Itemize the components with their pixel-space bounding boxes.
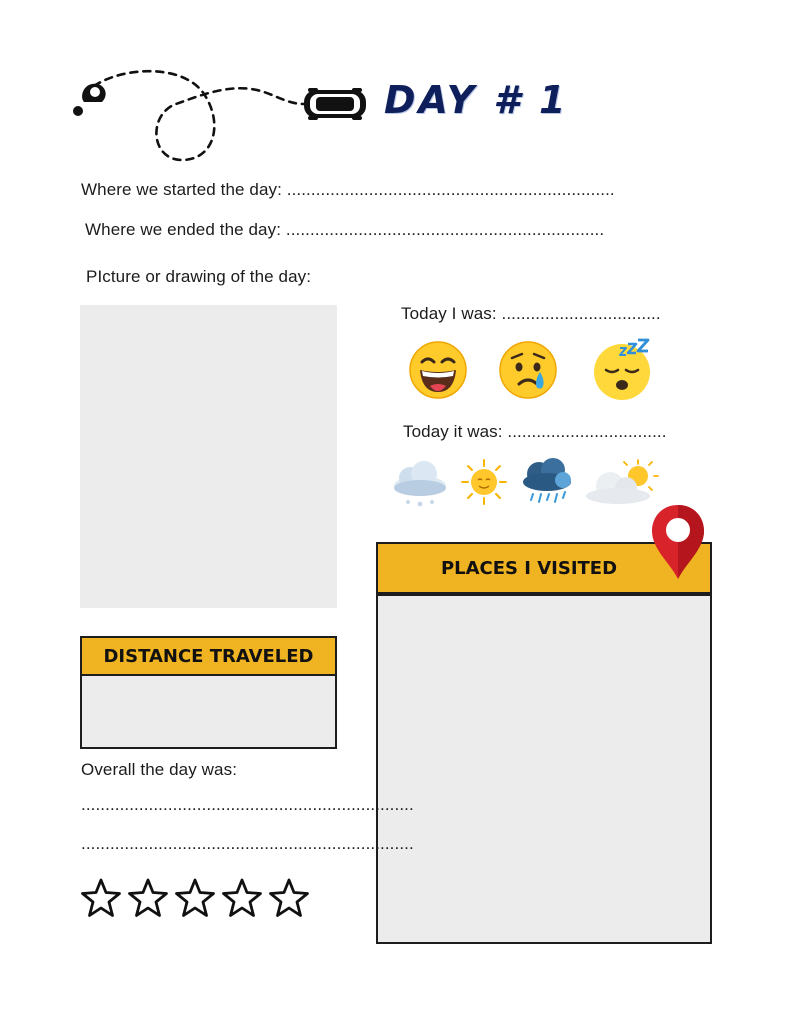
overall-line-1[interactable]: ..................................................................... [81,795,414,814]
places-visited-area[interactable] [376,594,712,944]
picture-area[interactable] [80,305,337,608]
mood-field[interactable]: ................................. [501,304,661,323]
star-icon[interactable] [174,877,216,919]
star-icon[interactable] [80,877,122,919]
distance-traveled-header [80,636,337,676]
ended-label: Where we ended the day: [85,220,282,239]
star-icon[interactable] [221,877,263,919]
page-title: DAY # 1 [384,78,569,122]
mood-line [401,304,661,324]
weather-field[interactable]: ................................. [507,422,667,441]
laughing-face-icon[interactable] [408,340,468,400]
started-label: Where we started the day: [81,180,282,199]
weather-line [403,422,667,442]
crying-face-icon[interactable] [498,340,558,400]
star-icon[interactable] [127,877,169,919]
star-icon[interactable] [268,877,310,919]
places-visited-title: PLACES I VISITED [440,557,618,579]
location-pin-icon [73,84,106,116]
distance-traveled-area[interactable] [80,674,337,749]
partly-cloudy-icon[interactable] [584,458,660,506]
mood-label: Today I was: [401,304,497,323]
started-line [81,180,615,200]
star-rating [80,877,310,919]
map-pin-icon [650,503,706,581]
route-illustration [64,64,384,174]
picture-label: PIcture or drawing of the day: [86,267,312,286]
sleepy-face-icon[interactable] [592,338,658,402]
distance-traveled-title: DISTANCE TRAVELED [103,645,314,667]
ended-field[interactable]: .................................................................. [285,220,605,239]
rain-cloud-icon[interactable] [519,456,575,508]
started-field[interactable]: .................................................................... [286,180,615,199]
overall-label: Overall the day was: [81,760,238,779]
ended-line [85,220,604,240]
overall-line-2[interactable]: ..................................................................... [81,834,414,853]
sun-icon[interactable] [460,458,508,506]
weather-label: Today it was: [403,422,503,441]
car-icon [304,88,366,120]
snow-cloud-icon[interactable] [390,458,450,510]
